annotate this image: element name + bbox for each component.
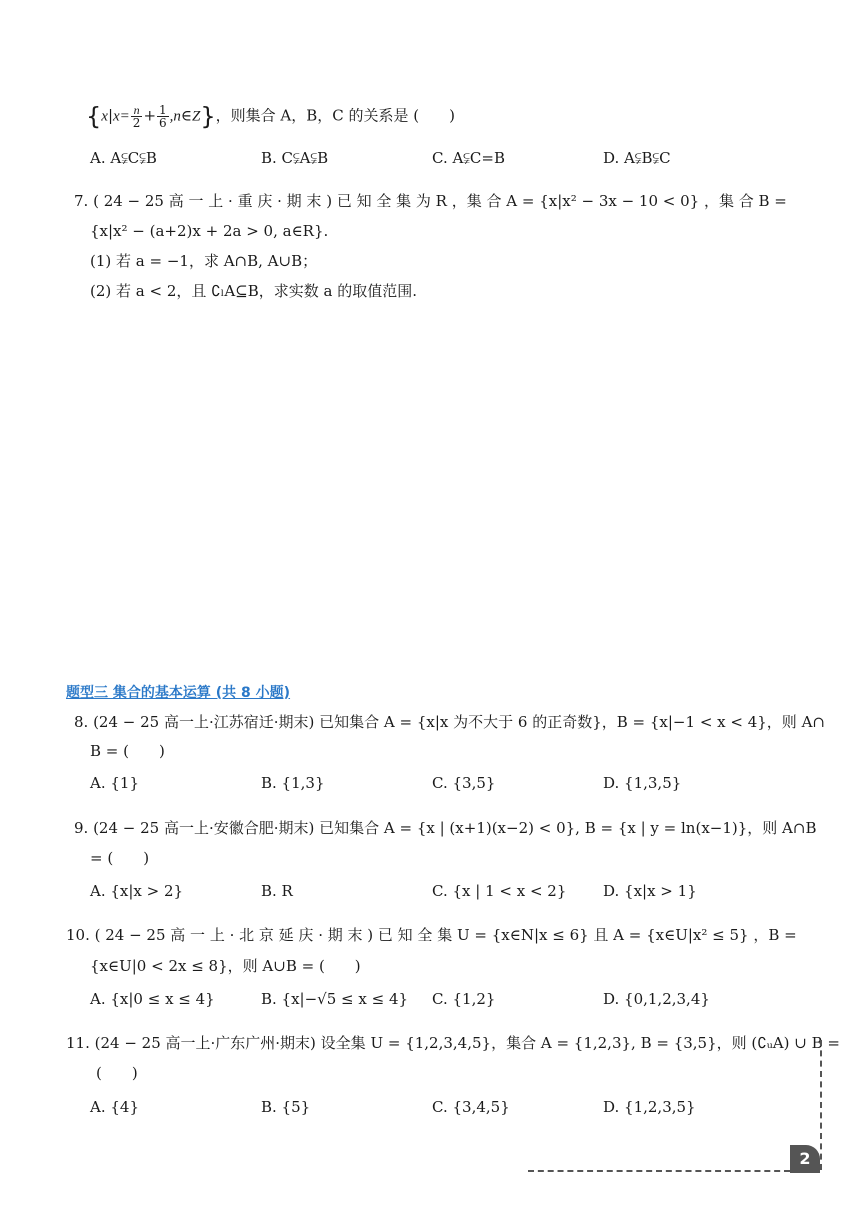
- q8-line-1: 8. (24 − 25 高一上·江苏宿迁·期末) 已知集合 A = {x|x 为不大于 6 的正奇数}，B = {x|−1 < x < 4}，则 A∩: [74, 713, 825, 731]
- q10-line-1: 10. ( 24 − 25 高 一 上 · 北 京 延 庆 · 期 末 ) 已 知 全 集 U = {x∈N|x ≤ 6} 且 A = {x∈U|x² ≤ 5} ，B =: [66, 926, 797, 944]
- left-brace: {: [86, 102, 102, 131]
- q8-option-b[interactable]: B. {1,3}: [261, 774, 325, 792]
- q7-line-2: {x|x² − (a+2)x + 2a > 0, a∈R}.: [90, 222, 329, 240]
- q11-option-a[interactable]: A. {4}: [90, 1098, 139, 1116]
- q10-option-c[interactable]: C. {1,2}: [432, 990, 496, 1008]
- q8-option-a[interactable]: A. {1}: [90, 774, 139, 792]
- q6-option-a[interactable]: A. A⫋C⫋B: [90, 149, 157, 167]
- q6-cond: ,n∈Z: [169, 108, 201, 125]
- q6-option-b[interactable]: B. C⫋A⫋B: [261, 149, 329, 167]
- q10-option-b[interactable]: B. {x|−√5 ≤ x ≤ 4}: [261, 990, 409, 1008]
- q6-option-d[interactable]: D. A⫋B⫋C: [603, 149, 671, 167]
- q7-line-1: 7. ( 24 − 25 高 一 上 · 重 庆 · 期 末 ) 已 知 全 集 为 R ，集 合 A = {x|x² − 3x − 10 < 0} ，集 合 B =: [74, 192, 787, 210]
- q9-option-a[interactable]: A. {x|x > 2}: [90, 882, 184, 900]
- q6-tail: [86, 104, 455, 129]
- q9-option-b[interactable]: B. R: [261, 882, 293, 900]
- q10-line-2: {x∈U|0 < 2x ≤ 8}，则 A∪B = ( ): [90, 957, 361, 975]
- bar: |: [107, 106, 114, 125]
- plus-sign: +: [143, 106, 157, 125]
- section-title: 题型三 集合的基本运算 (共 8 小题): [66, 685, 291, 701]
- fraction-n-2: $\frac{n}{2}$: [132, 103, 141, 130]
- q9-option-d[interactable]: D. {x|x > 1}: [603, 882, 697, 900]
- fraction-1-6: $\frac{1}{6}$: [159, 103, 167, 130]
- q9-line-1: 9. (24 − 25 高一上·安徽合肥·期末) 已知集合 A = {x | (x+1)(x−2) < 0}, B = {x | y = ln(x−1)}，则 A∩B: [74, 819, 817, 837]
- q11-line-1: 11. (24 − 25 高一上·广东广州·期末) 设全集 U = {1,2,3,4,5}，集合 A = {1,2,3}, B = {3,5}，则 (∁ᵤA) ∪ B =: [66, 1034, 840, 1052]
- q9-line-2: = ( ): [90, 849, 150, 867]
- q6-eq: x=: [113, 108, 130, 125]
- q7-part-2: (2) 若 a < 2，且 ∁ₗA⊆B，求实数 a 的取值范围.: [90, 282, 417, 300]
- q11-line-2: ( ): [96, 1064, 138, 1082]
- q11-option-d[interactable]: D. {1,2,3,5}: [603, 1098, 696, 1116]
- q6-option-c[interactable]: C. A⫋C=B: [432, 149, 505, 167]
- q6-var: x: [101, 108, 108, 125]
- q8-line-2: B = ( ): [90, 742, 165, 760]
- page-number: 2: [790, 1145, 820, 1173]
- q10-option-d[interactable]: D. {0,1,2,3,4}: [603, 990, 710, 1008]
- q8-option-d[interactable]: D. {1,3,5}: [603, 774, 682, 792]
- q9-option-c[interactable]: C. {x | 1 < x < 2}: [432, 882, 567, 900]
- footer-dashed-horizontal: [528, 1170, 790, 1172]
- q11-option-b[interactable]: B. {5}: [261, 1098, 311, 1116]
- q11-option-c[interactable]: C. {3,4,5}: [432, 1098, 510, 1116]
- right-brace: }: [200, 102, 216, 131]
- q7-part-1: (1) 若 a = −1，求 A∩B, A∪B；: [90, 252, 318, 270]
- q10-option-a[interactable]: A. {x|0 ≤ x ≤ 4}: [90, 990, 215, 1008]
- q6-question: ，则集合 A，B，C 的关系是 ( ): [215, 106, 455, 125]
- q8-option-c[interactable]: C. {3,5}: [432, 774, 496, 792]
- footer-dashed-vertical: [820, 1040, 822, 1170]
